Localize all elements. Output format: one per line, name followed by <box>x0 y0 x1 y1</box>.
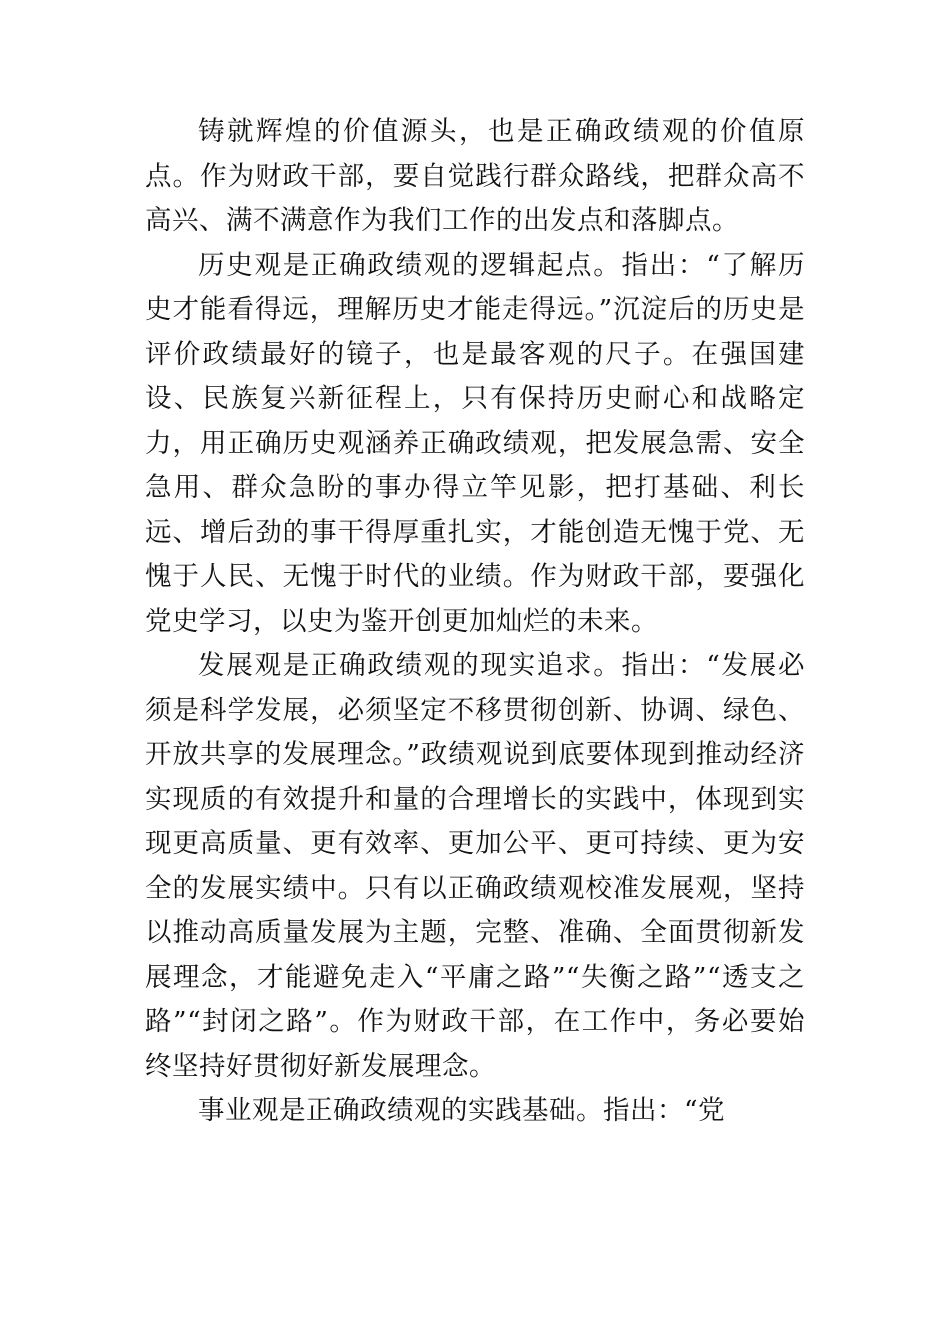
paragraph-4: 事业观是正确政绩观的实践基础。指出：“党 <box>198 1095 726 1126</box>
paragraph-3: 发展观是正确政绩观的现实追求。指出：“发展必须是科学发展，必须坚定不移贯彻创新、协调、绿色、开放共享的发展理念。”政绩观说到底要体现到推动经济实现质的有效提升和量的合理增长的实践中，体现到实现更高质量、更有效率、更加公平、更可持续、更为安全的发展实绩中。只有以正确政绩观校准发展观，坚持以推动高质量发展为主题，完整、准确、全面贯彻新发展理念，才能避免走入“平庸之路”“失衡之路”“透支之路”“封闭之路”。作为财政干部，在工作中，务必要始终坚持好贯彻好新发展理念。 <box>145 650 805 1082</box>
paragraph-2: 历史观是正确政绩观的逻辑起点。指出：“了解历史才能看得远，理解历史才能走得远。”沉淀后的历史是评价政绩最好的镜子，也是最客观的尺子。在强国建设、民族复兴新征程上，只有保持历史耐心和战略定力，用正确历史观涵养正确政绩观，把发展急需、安全急用、群众急盼的事办得立竿见影，把打基础、利长远、增后劲的事干得厚重扎实，才能创造无愧于党、无愧于人民、无愧于时代的业绩。作为财政干部，要强化党史学习，以史为鉴开创更加灿烂的未来。 <box>145 249 805 637</box>
document-page <box>145 110 805 1134</box>
paragraph-1: 铸就辉煌的价值源头，也是正确政绩观的价值原点。作为财政干部，要自觉践行群众路线，把群众高不高兴、满不满意作为我们工作的出发点和落脚点。 <box>145 116 805 236</box>
